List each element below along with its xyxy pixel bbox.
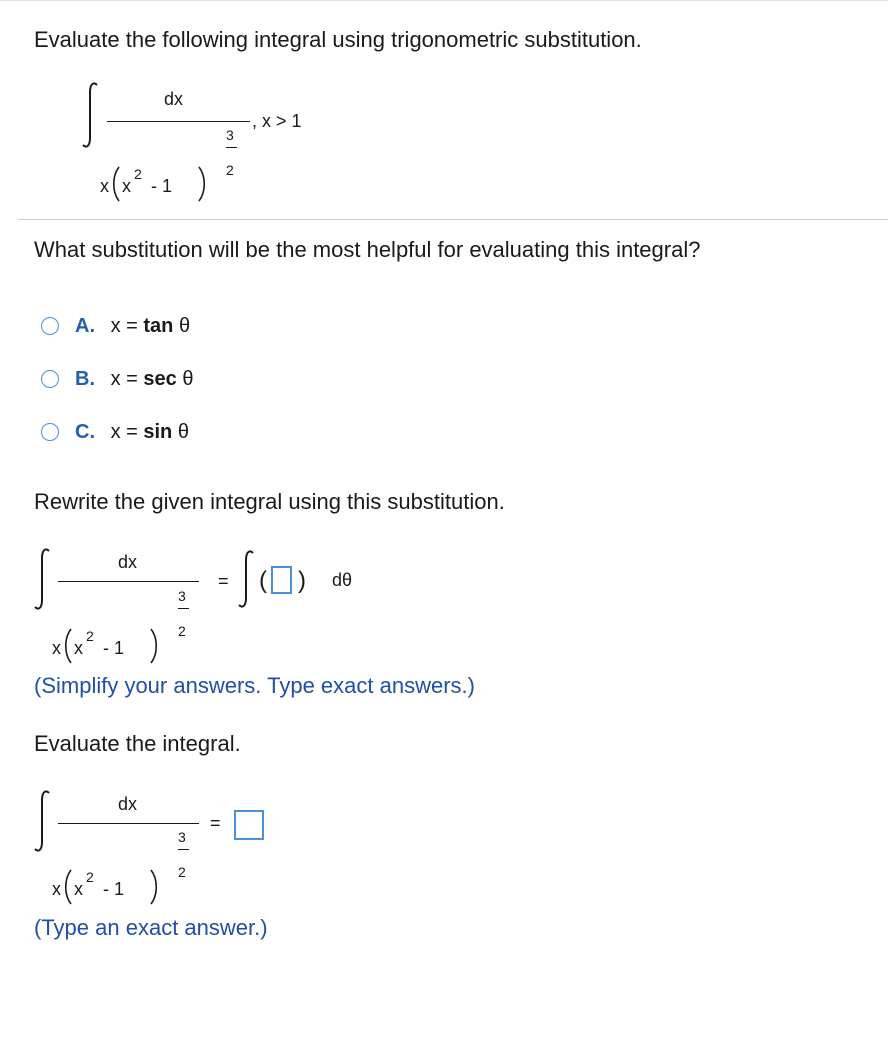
inner-x: x: [122, 176, 131, 196]
fraction-bar: [58, 581, 199, 582]
exponent-bar: [178, 849, 189, 850]
option-c-letter: C.: [75, 421, 95, 443]
integral-sign-icon: [80, 82, 100, 148]
condition: , x > 1: [252, 111, 302, 131]
option-b-label[interactable]: [75, 369, 193, 389]
q3-hint: (Simplify your answers. Type exact answers.): [34, 673, 475, 698]
q4-prompt: Evaluate the integral.: [34, 731, 241, 756]
integral-sign-icon: [32, 790, 52, 852]
fraction-bar: [58, 823, 199, 824]
exponent-numerator: 3: [178, 829, 186, 845]
exponent-bar: [178, 608, 189, 609]
equals-sign: =: [210, 813, 221, 833]
denominator-x: x: [100, 176, 109, 196]
open-paren: (: [259, 567, 267, 594]
top-border: [0, 0, 888, 1]
exponent-denominator: 2: [226, 162, 234, 178]
radio-a[interactable]: [41, 317, 59, 335]
exponent-denominator: 2: [178, 864, 186, 880]
option-a-lhs: x =: [110, 315, 138, 337]
section-divider: [18, 219, 888, 220]
q1-prompt: Evaluate the following integral using trigonometric substitution.: [34, 27, 642, 52]
option-a-func: tan: [143, 315, 174, 337]
option-c-var: θ: [177, 421, 189, 443]
option-b-letter: B.: [75, 368, 95, 390]
option-c-label[interactable]: [75, 422, 189, 442]
numerator-dx: dx: [164, 89, 184, 109]
option-b-func: sec: [143, 368, 177, 390]
integrand-answer-input[interactable]: [271, 566, 292, 594]
integral-sign-icon: [32, 548, 52, 610]
option-a-var: θ: [178, 315, 191, 337]
equals-sign: =: [218, 571, 229, 591]
dtheta: dθ: [332, 570, 353, 590]
option-b-var: θ: [182, 368, 194, 390]
final-answer-input[interactable]: [234, 810, 264, 840]
denominator-x: x: [52, 879, 61, 899]
q3-prompt: Rewrite the given integral using this substitution.: [34, 489, 505, 514]
inner-exponent: 2: [86, 869, 94, 885]
q2-prompt: What substitution will be the most helpful for evaluating this integral?: [34, 237, 701, 262]
option-b-lhs: x =: [110, 368, 138, 390]
option-a-letter: A.: [75, 315, 95, 337]
left-paren-icon: [63, 869, 73, 905]
left-paren-icon: [111, 166, 121, 202]
radio-b[interactable]: [41, 370, 59, 388]
fraction-bar: [107, 121, 250, 122]
exponent-numerator: 3: [226, 127, 234, 143]
numerator-dx: dx: [118, 794, 138, 814]
denominator-x: x: [52, 638, 61, 658]
option-c-func: sin: [143, 421, 173, 443]
right-paren-icon: [149, 869, 159, 905]
inner-exponent: 2: [134, 166, 142, 182]
inner-x: x: [74, 879, 83, 899]
exponent-denominator: 2: [178, 623, 186, 639]
minus-one: - 1: [103, 879, 125, 899]
inner-exponent: 2: [86, 628, 94, 644]
minus-one: - 1: [103, 638, 125, 658]
integral-sign-icon: [236, 550, 256, 608]
close-paren: ): [298, 567, 306, 594]
exponent-numerator: 3: [178, 588, 186, 604]
q4-hint: (Type an exact answer.): [34, 915, 268, 940]
right-paren-icon: [149, 628, 159, 664]
numerator-dx: dx: [118, 552, 138, 572]
right-paren-icon: [197, 166, 207, 202]
radio-c[interactable]: [41, 423, 59, 441]
minus-one: - 1: [151, 176, 173, 196]
left-paren-icon: [63, 628, 73, 664]
exponent-bar: [226, 147, 237, 148]
inner-x: x: [74, 638, 83, 658]
option-a-label[interactable]: [75, 316, 190, 336]
option-c-lhs: x =: [110, 421, 138, 443]
